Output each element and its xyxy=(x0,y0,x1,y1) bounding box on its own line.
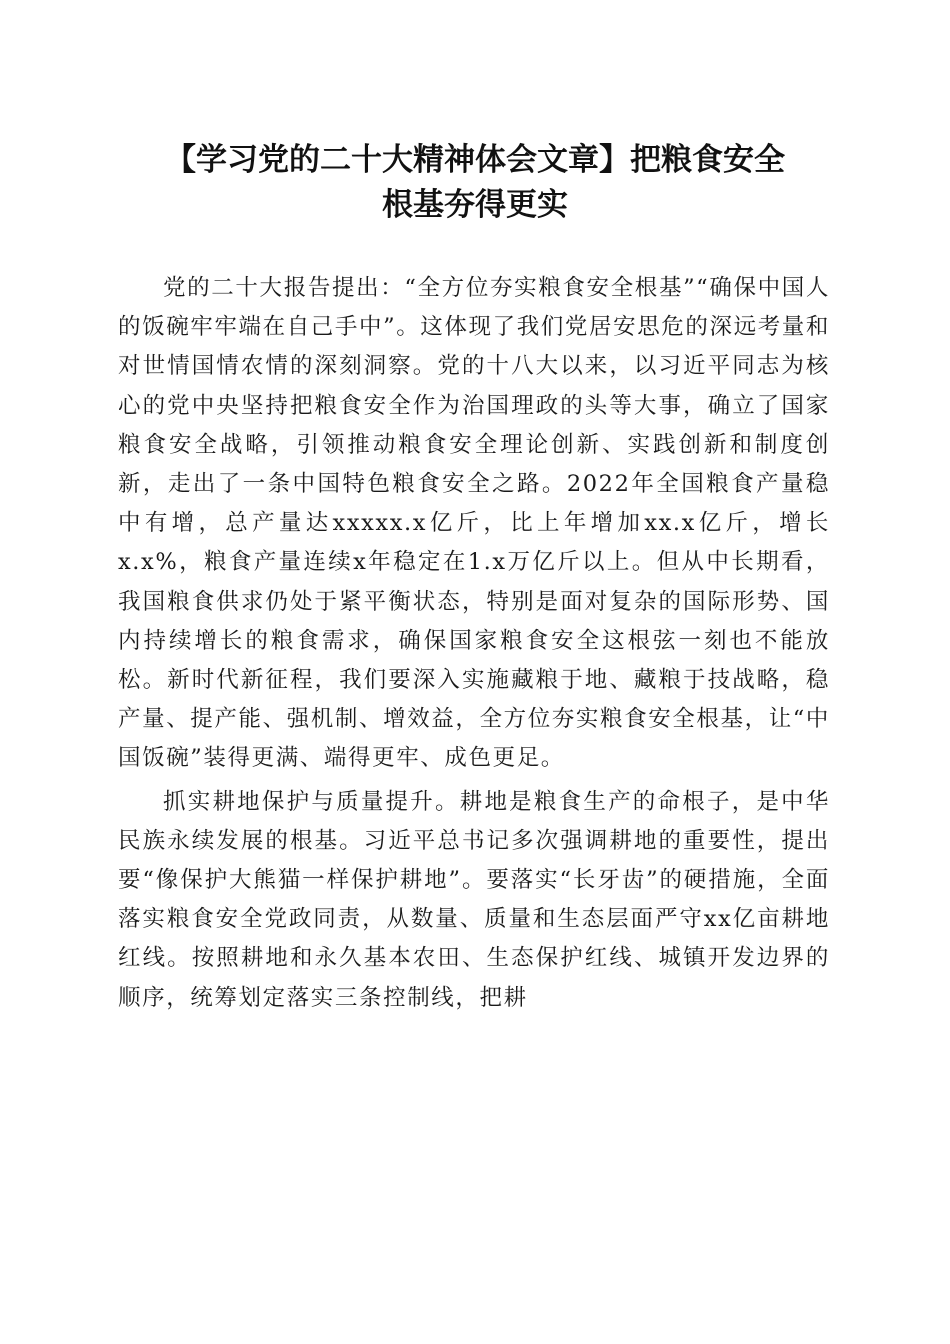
paragraph-2: 抓实耕地保护与质量提升。耕地是粮食生产的命根子，是中华民族永续发展的根基。习近平总书记多次强调耕地的重要性，提出要“像保护大熊猫一样保护耕地”。要落实“长牙齿”的硬措施，全面落实粮食安全党政同责，从数量、质量和生态层面严守xx亿亩耕地红线。按照耕地和永久基本农田、生态保护红线、城镇开发边界的顺序，统筹划定落实三条控制线，把耕 xyxy=(118,788,830,1011)
document-title-line-1: 【学习党的二十大精神体会文章】把粮食安全 xyxy=(165,142,785,178)
paragraph-1: 党的二十大报告提出：“全方位夯实粮食安全根基”“确保中国人的饭碗牢牢端在自己手中”。这体现了我们党居安思危的深远考量和对世情国情农情的深刻洞察。党的十八大以来，以习近平同志为核心的党中央坚持把粮食安全作为治国理政的头等大事，确立了国家粮食安全战略，引领推动粮食安全理论创新、实践创新和制度创新，走出了一条中国特色粮食安全之路。2022年全国粮食产量稳中有增，总产量达xxxxx.x亿斤，比上年增加xx.x亿斤，增长x.x%，粮食产量连续x年稳定在1.x万亿斤以上。但从中长期看，我国粮食供求仍处于紧平衡状态，特别是面对复杂的国际形势、国内持续增长的粮食需求，确保国家粮食安全这根弦一刻也不能放松。新时代新征程，我们要深入实施藏粮于地、藏粮于技战略，稳产量、提产能、强机制、增效益，全方位夯实粮食安全根基，让“中国饭碗”装得更满、端得更牢、成色更足。 xyxy=(118,275,831,772)
document-body xyxy=(118,269,830,1018)
document-title-line-2: 根基夯得更实 xyxy=(382,187,568,223)
document-title xyxy=(110,138,840,228)
